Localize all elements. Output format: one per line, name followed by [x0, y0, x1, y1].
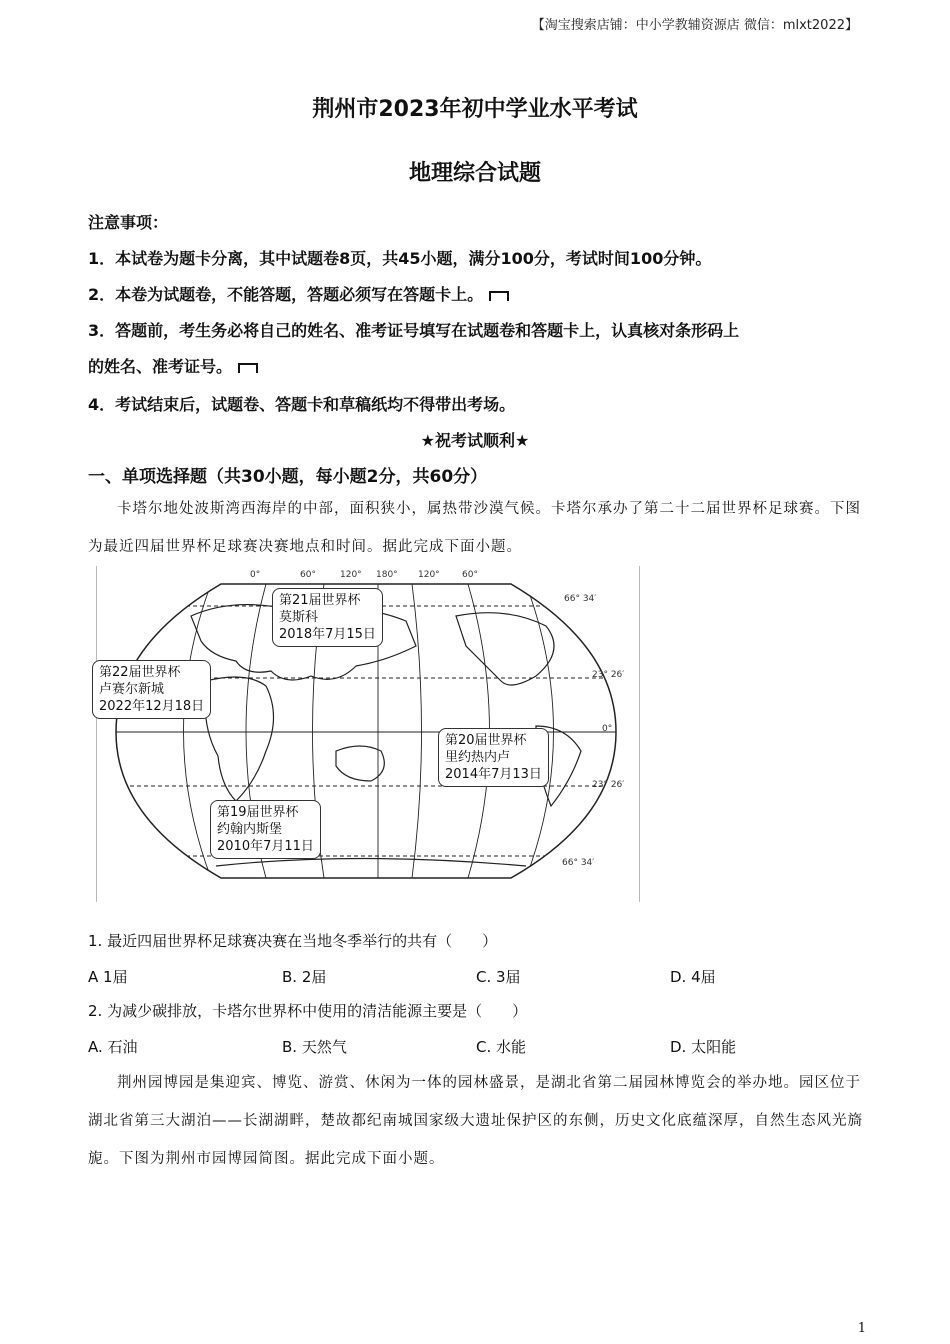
latitude-label: 23° 26′ [592, 670, 625, 680]
longitude-label: 120° [340, 570, 362, 580]
passage-qatar: 卡塔尔地处波斯湾西海岸的中部，面积狭小，属热带沙漠气候。卡塔尔承办了第二十二届世界杯足球赛。下图为最近四届世界杯足球赛决赛地点和时间。据此完成下面小题。 [88, 501, 861, 555]
callout-rio: 第20届世界杯 里约热内卢 2014年7月13日 [438, 728, 549, 787]
question-1-option-d: D. 4届 [670, 968, 716, 986]
question-2-stem: 2. 为减少碳排放，卡塔尔世界杯中使用的清洁能源主要是（ ） [88, 1002, 528, 1020]
notice-item-3: 3．答题前，考生务必将自己的姓名、准考证号填写在试题卷和答题卡上，认真核对条形码上 [88, 321, 740, 340]
correction-mark-icon [238, 363, 258, 373]
question-1-stem: 1. 最近四届世界杯足球赛决赛在当地冬季举行的共有（ ） [88, 932, 498, 950]
question-2-option-c: C. 水能 [476, 1038, 527, 1056]
question-2-option-a: A. 石油 [88, 1038, 138, 1056]
callout-johannesburg: 第19届世界杯 约翰内斯堡 2010年7月11日 [210, 800, 321, 859]
blessing: ★祝考试顺利★ [420, 431, 530, 450]
callout-lusail: 第22届世界杯 卢赛尔新城 2022年12月18日 [92, 660, 211, 719]
callout-moscow: 第21届世界杯 莫斯科 2018年7月15日 [272, 588, 383, 647]
notice-item-2: 2．本卷为试题卷，不能答题，答题必须写在答题卡上。 [88, 282, 509, 305]
latitude-label: 23° 26′ [592, 780, 625, 790]
world-map-figure [96, 566, 640, 902]
longitude-label: 120° [418, 570, 440, 580]
longitude-label: 60° [300, 570, 316, 580]
latitude-label: 0° [602, 724, 613, 734]
longitude-label: 0° [250, 570, 261, 580]
page-number: 1 [857, 1321, 866, 1336]
latitude-label: 66° 34′ [562, 858, 595, 868]
question-1-option-a: A 1届 [88, 968, 128, 986]
question-2-option-b: B. 天然气 [282, 1038, 347, 1056]
question-1-option-c: C. 3届 [476, 968, 521, 986]
notice-heading: 注意事项： [88, 213, 169, 232]
notice-item-3-cont: 的姓名、准考证号。 [88, 354, 258, 377]
exam-subtitle: 地理综合试题 [408, 161, 541, 186]
notice-item-4: 4．考试结束后，试题卷、答题卡和草稿纸均不得带出考场。 [88, 395, 516, 414]
longitude-label: 60° [462, 570, 478, 580]
question-2-option-d: D. 太阳能 [670, 1038, 737, 1056]
longitude-label: 180° [376, 570, 398, 580]
section-title: 一、单项选择题（共30小题，每小题2分，共60分） [88, 467, 488, 487]
question-1-option-b: B. 2届 [282, 968, 327, 986]
exam-title: 荆州市2023年初中学业水平考试 [312, 97, 638, 122]
header-note: 【淘宝搜索店铺：中小学教辅资源店 微信：mlxt2022】 [531, 18, 858, 33]
correction-mark-icon [489, 291, 509, 301]
notice-item-1: 1．本试卷为题卡分离，其中试题卷8页，共45小题，满分100分，考试时间100分钟。 [88, 249, 712, 268]
latitude-label: 66° 34′ [564, 594, 597, 604]
passage-jingzhou-expo: 荆州园博园是集迎宾、博览、游赏、休闲为一体的园林盛景，是湖北省第二届园林博览会的举办地。园区位于湖北省第三大湖泊——长湖湖畔，楚故都纪南城国家级大遗址保护区的东侧，历史文化底蕴深厚，自然生态风光旖旎。下图为荆州市园博园简图。据此完成下面小题。 [88, 1075, 863, 1167]
